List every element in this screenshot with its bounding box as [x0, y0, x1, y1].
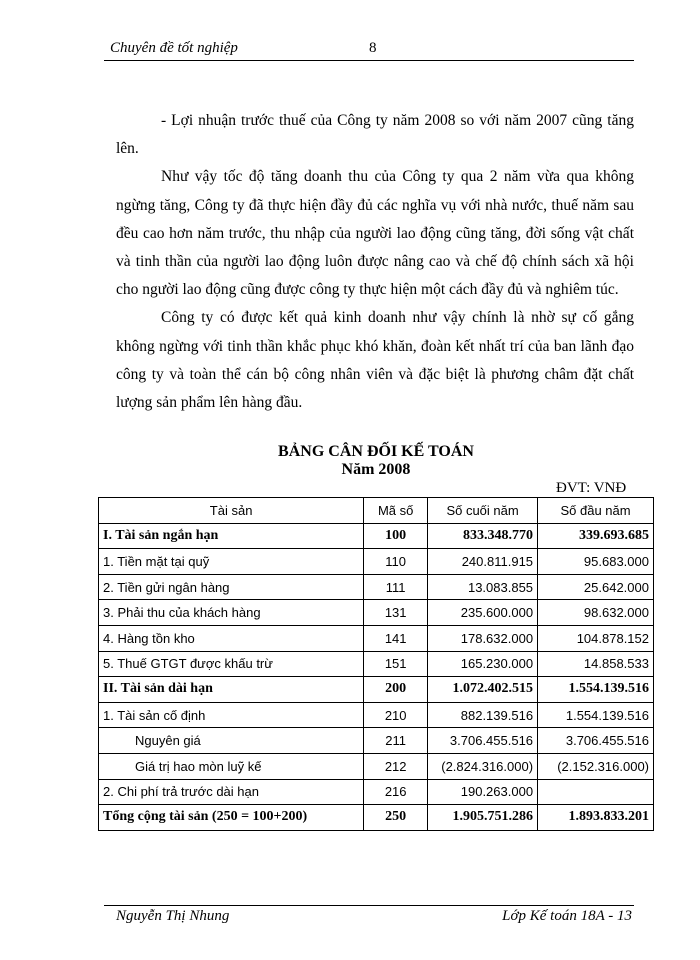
end-of-year-value: 235.600.000 [428, 600, 538, 626]
page-number: 8 [369, 40, 377, 56]
end-of-year-value: 3.706.455.516 [428, 728, 538, 754]
table-row [99, 728, 654, 754]
table-row [99, 574, 654, 600]
footer-author: Nguyễn Thị Nhung [116, 908, 230, 924]
asset-code: 211 [364, 728, 428, 754]
column-header-start-of-year: Số đầu năm [538, 498, 654, 524]
page-header [104, 38, 634, 61]
currency-unit: ĐVT: VNĐ [556, 480, 627, 496]
asset-name: II. Tài sản dài hạn [99, 677, 364, 703]
asset-code: 131 [364, 600, 428, 626]
table-row [99, 625, 654, 651]
end-of-year-value: 240.811.915 [428, 549, 538, 575]
page-footer [104, 905, 634, 924]
table-row [99, 651, 654, 677]
start-of-year-value: 25.642.000 [538, 574, 654, 600]
start-of-year-value: 339.693.685 [538, 523, 654, 549]
table-row [99, 549, 654, 575]
asset-code: 100 [364, 523, 428, 549]
asset-name: 1. Tiền mặt tại quỹ [99, 549, 364, 575]
asset-name: 5. Thuế GTGT được khấu trừ [99, 651, 364, 677]
end-of-year-value: 882.139.516 [428, 702, 538, 728]
asset-code: 111 [364, 574, 428, 600]
asset-code: 216 [364, 779, 428, 805]
end-of-year-value: 1.905.751.286 [428, 805, 538, 831]
asset-name: 3. Phải thu của khách hàng [99, 600, 364, 626]
asset-code: 250 [364, 805, 428, 831]
start-of-year-value: (2.152.316.000) [538, 753, 654, 779]
start-of-year-value: 1.893.833.201 [538, 805, 654, 831]
column-header-end-of-year: Số cuối năm [428, 498, 538, 524]
end-of-year-value: 833.348.770 [428, 523, 538, 549]
table-row [99, 523, 654, 549]
end-of-year-value: 178.632.000 [428, 625, 538, 651]
asset-code: 210 [364, 702, 428, 728]
asset-code: 110 [364, 549, 428, 575]
asset-name: 2. Chi phí trả trước dài hạn [99, 779, 364, 805]
footer-class: Lớp Kế toán 18A - 13 [502, 908, 632, 924]
asset-code: 151 [364, 651, 428, 677]
asset-name: I. Tài sản ngắn hạn [99, 523, 364, 549]
end-of-year-value: 13.083.855 [428, 574, 538, 600]
table-title: BẢNG CÂN ĐỐI KẾ TOÁN [278, 443, 474, 460]
asset-name: 1. Tài sản cố định [99, 702, 364, 728]
column-header-asset: Tài sản [99, 498, 364, 524]
start-of-year-value: 104.878.152 [538, 625, 654, 651]
paragraph: Công ty có được kết quả kinh doanh như vậy chính là nhờ sự cố gắng không ngừng với tinh thần khắc phục khó khăn, đoàn kết nhất trí của ban lãnh đạo công ty và toàn thể cán bộ công nhân viên và đặc biệt là phương châm đặt chất lượng sản phẩm lên hàng đầu. [116, 309, 634, 412]
asset-name: Tổng cộng tài sản (250 = 100+200) [99, 805, 364, 831]
body-text [116, 107, 634, 417]
start-of-year-value: 14.858.533 [538, 651, 654, 677]
end-of-year-value: (2.824.316.000) [428, 753, 538, 779]
start-of-year-value: 1.554.139.516 [538, 702, 654, 728]
table-row [99, 753, 654, 779]
start-of-year-value: 95.683.000 [538, 549, 654, 575]
start-of-year-value [538, 779, 654, 805]
asset-code: 141 [364, 625, 428, 651]
end-of-year-value: 190.263.000 [428, 779, 538, 805]
table-header-row [99, 498, 654, 524]
table-row [99, 677, 654, 703]
balance-sheet-table [98, 497, 654, 831]
table-row [99, 702, 654, 728]
end-of-year-value: 1.072.402.515 [428, 677, 538, 703]
table-row [99, 779, 654, 805]
start-of-year-value: 98.632.000 [538, 600, 654, 626]
column-header-code: Mã số [364, 498, 428, 524]
table-row [99, 600, 654, 626]
asset-name: 2. Tiền gửi ngân hàng [99, 574, 364, 600]
asset-code: 200 [364, 677, 428, 703]
asset-name: 4. Hàng tồn kho [99, 625, 364, 651]
asset-code: 212 [364, 753, 428, 779]
paragraph: - Lợi nhuận trước thuế của Công ty năm 2008 so với năm 2007 cũng tăng lên. [116, 112, 634, 158]
start-of-year-value: 1.554.139.516 [538, 677, 654, 703]
asset-name: Nguyên giá [99, 728, 364, 754]
header-title: Chuyên đề tốt nghiệp [110, 40, 238, 56]
table-subtitle: Năm 2008 [341, 461, 411, 478]
end-of-year-value: 165.230.000 [428, 651, 538, 677]
start-of-year-value: 3.706.455.516 [538, 728, 654, 754]
table-row [99, 805, 654, 831]
paragraph: Như vậy tốc độ tăng doanh thu của Công ty qua 2 năm vừa qua không ngừng tăng, Công ty đã thực hiện đầy đủ các nghĩa vụ với nhà nước, thuế năm sau đều cao hơn năm trước, thu nhập của người lao động cũng tăng, đời sống vật chất và tinh thần của người lao động luôn được nâng cao và chế độ chính sách xã hội cho người lao động cũng được công ty thực hiện một cách đầy đủ và nghiêm túc. [116, 168, 634, 299]
asset-name: Giá trị hao mòn luỹ kế [99, 753, 364, 779]
